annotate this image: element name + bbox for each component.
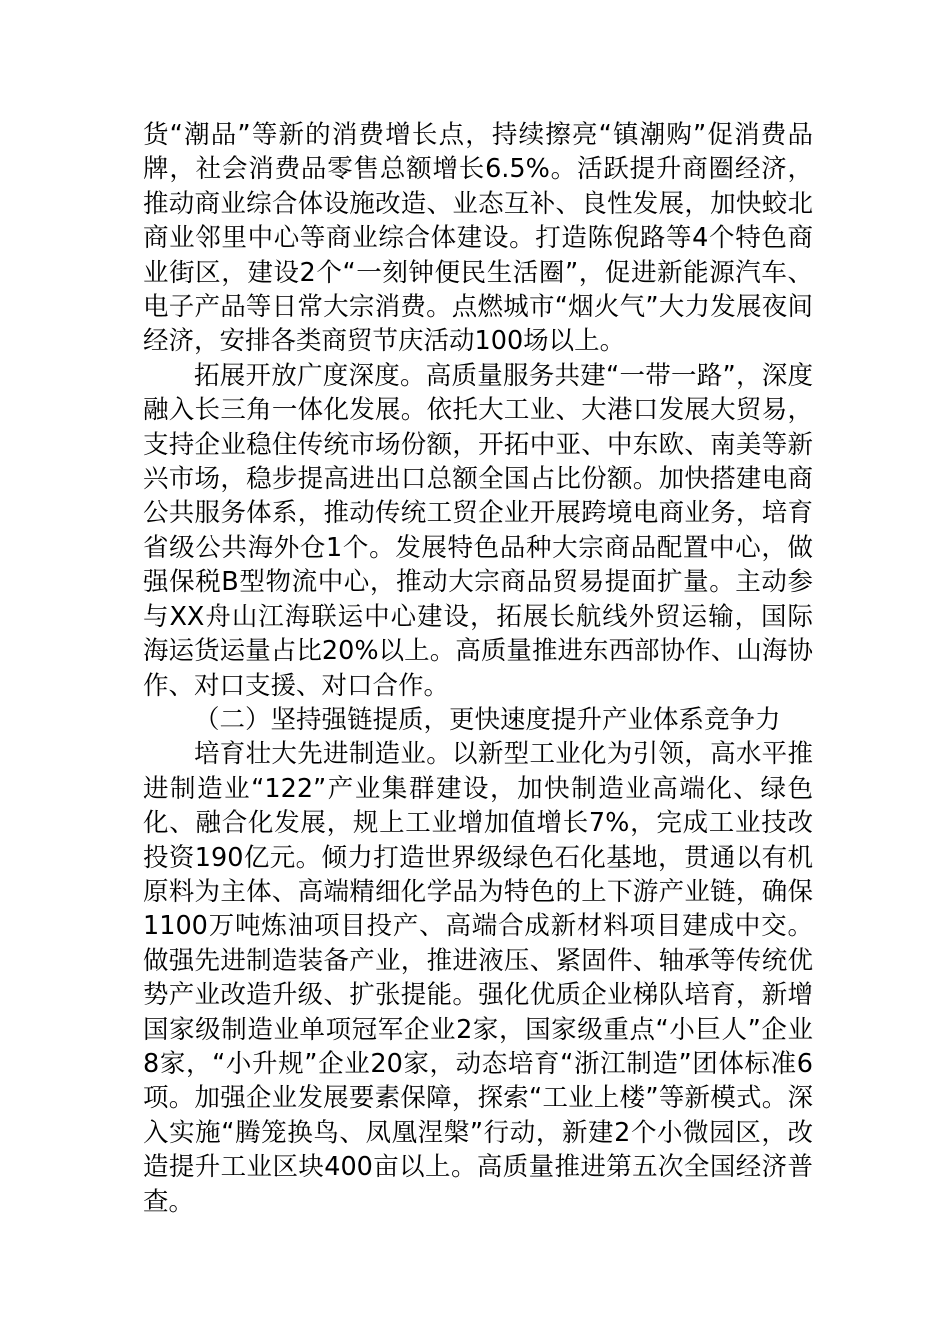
- document-body: [143, 118, 813, 1219]
- paragraph-consumption: 货“潮品”等新的消费增长点，持续擦亮“镇潮购”促消费品牌，社会消费品零售总额增长6.5%。活跃提升商圈经济，推动商业综合体设施改造、业态互补、良性发展，加快蛟北商业邻里中心等商业综合体建设。打造陈倪路等4个特色商业街区，建设2个“一刻钟便民生活圈”，促进新能源汽车、电子产品等日常大宗消费。点燃城市“烟火气”大力发展夜间经济，安排各类商贸节庆活动100场以上。: [143, 120, 813, 357]
- paragraph-manufacturing: 培育壮大先进制造业。以新型工业化为引领，高水平推进制造业“122”产业集群建设，加快制造业高端化、绿色化、融合化发展，规上工业增加值增长7%，完成工业技改投资190亿元。倾力打造世界级绿色石化基地，贯通以有机原料为主体、高端精细化学品为特色的上下游产业链，确保1100万吨炼油项目投产、高端合成新材料项目建成中交。做强先进制造装备产业，推进液压、紧固件、轴承等传统优势产业改造升级、扩张提能。强化优质企业梯队培育，新增国家级制造业单项冠军企业2家，国家级重点“小巨人”企业8家，“小升规”企业20家，动态培育“浙江制造”团体标准6项。加强企业发展要素保障，探索“工业上楼”等新模式。深入实施“腾笼换鸟、凤凰涅槃”行动，新建2个小微园区，改造提升工业区块400亩以上。高质量推进第五次全国经济普查。: [143, 739, 813, 1217]
- section-heading: （二）坚持强链提质，更快速度提升产业体系竞争力: [194, 704, 781, 735]
- paragraph-opening-up: 拓展开放广度深度。高质量服务共建“一带一路”，深度融入长三角一体化发展。依托大工业、大港口发展大贸易，支持企业稳住传统市场份额，开拓中亚、中东欧、南美等新兴市场，稳步提高进出口总额全国占比份额。加快搭建电商公共服务体系，推动传统工贸企业开展跨境电商业务，培育省级公共海外仓1个。发展特色品种大宗商品配置中心，做强保税B型物流中心，推动大宗商品贸易提面扩量。主动参与XX舟山江海联运中心建设，拓展长航线外贸运输，国际海运货运量占比20%以上。高质量推进东西部协作、山海协作、对口支援、对口合作。: [143, 360, 813, 701]
